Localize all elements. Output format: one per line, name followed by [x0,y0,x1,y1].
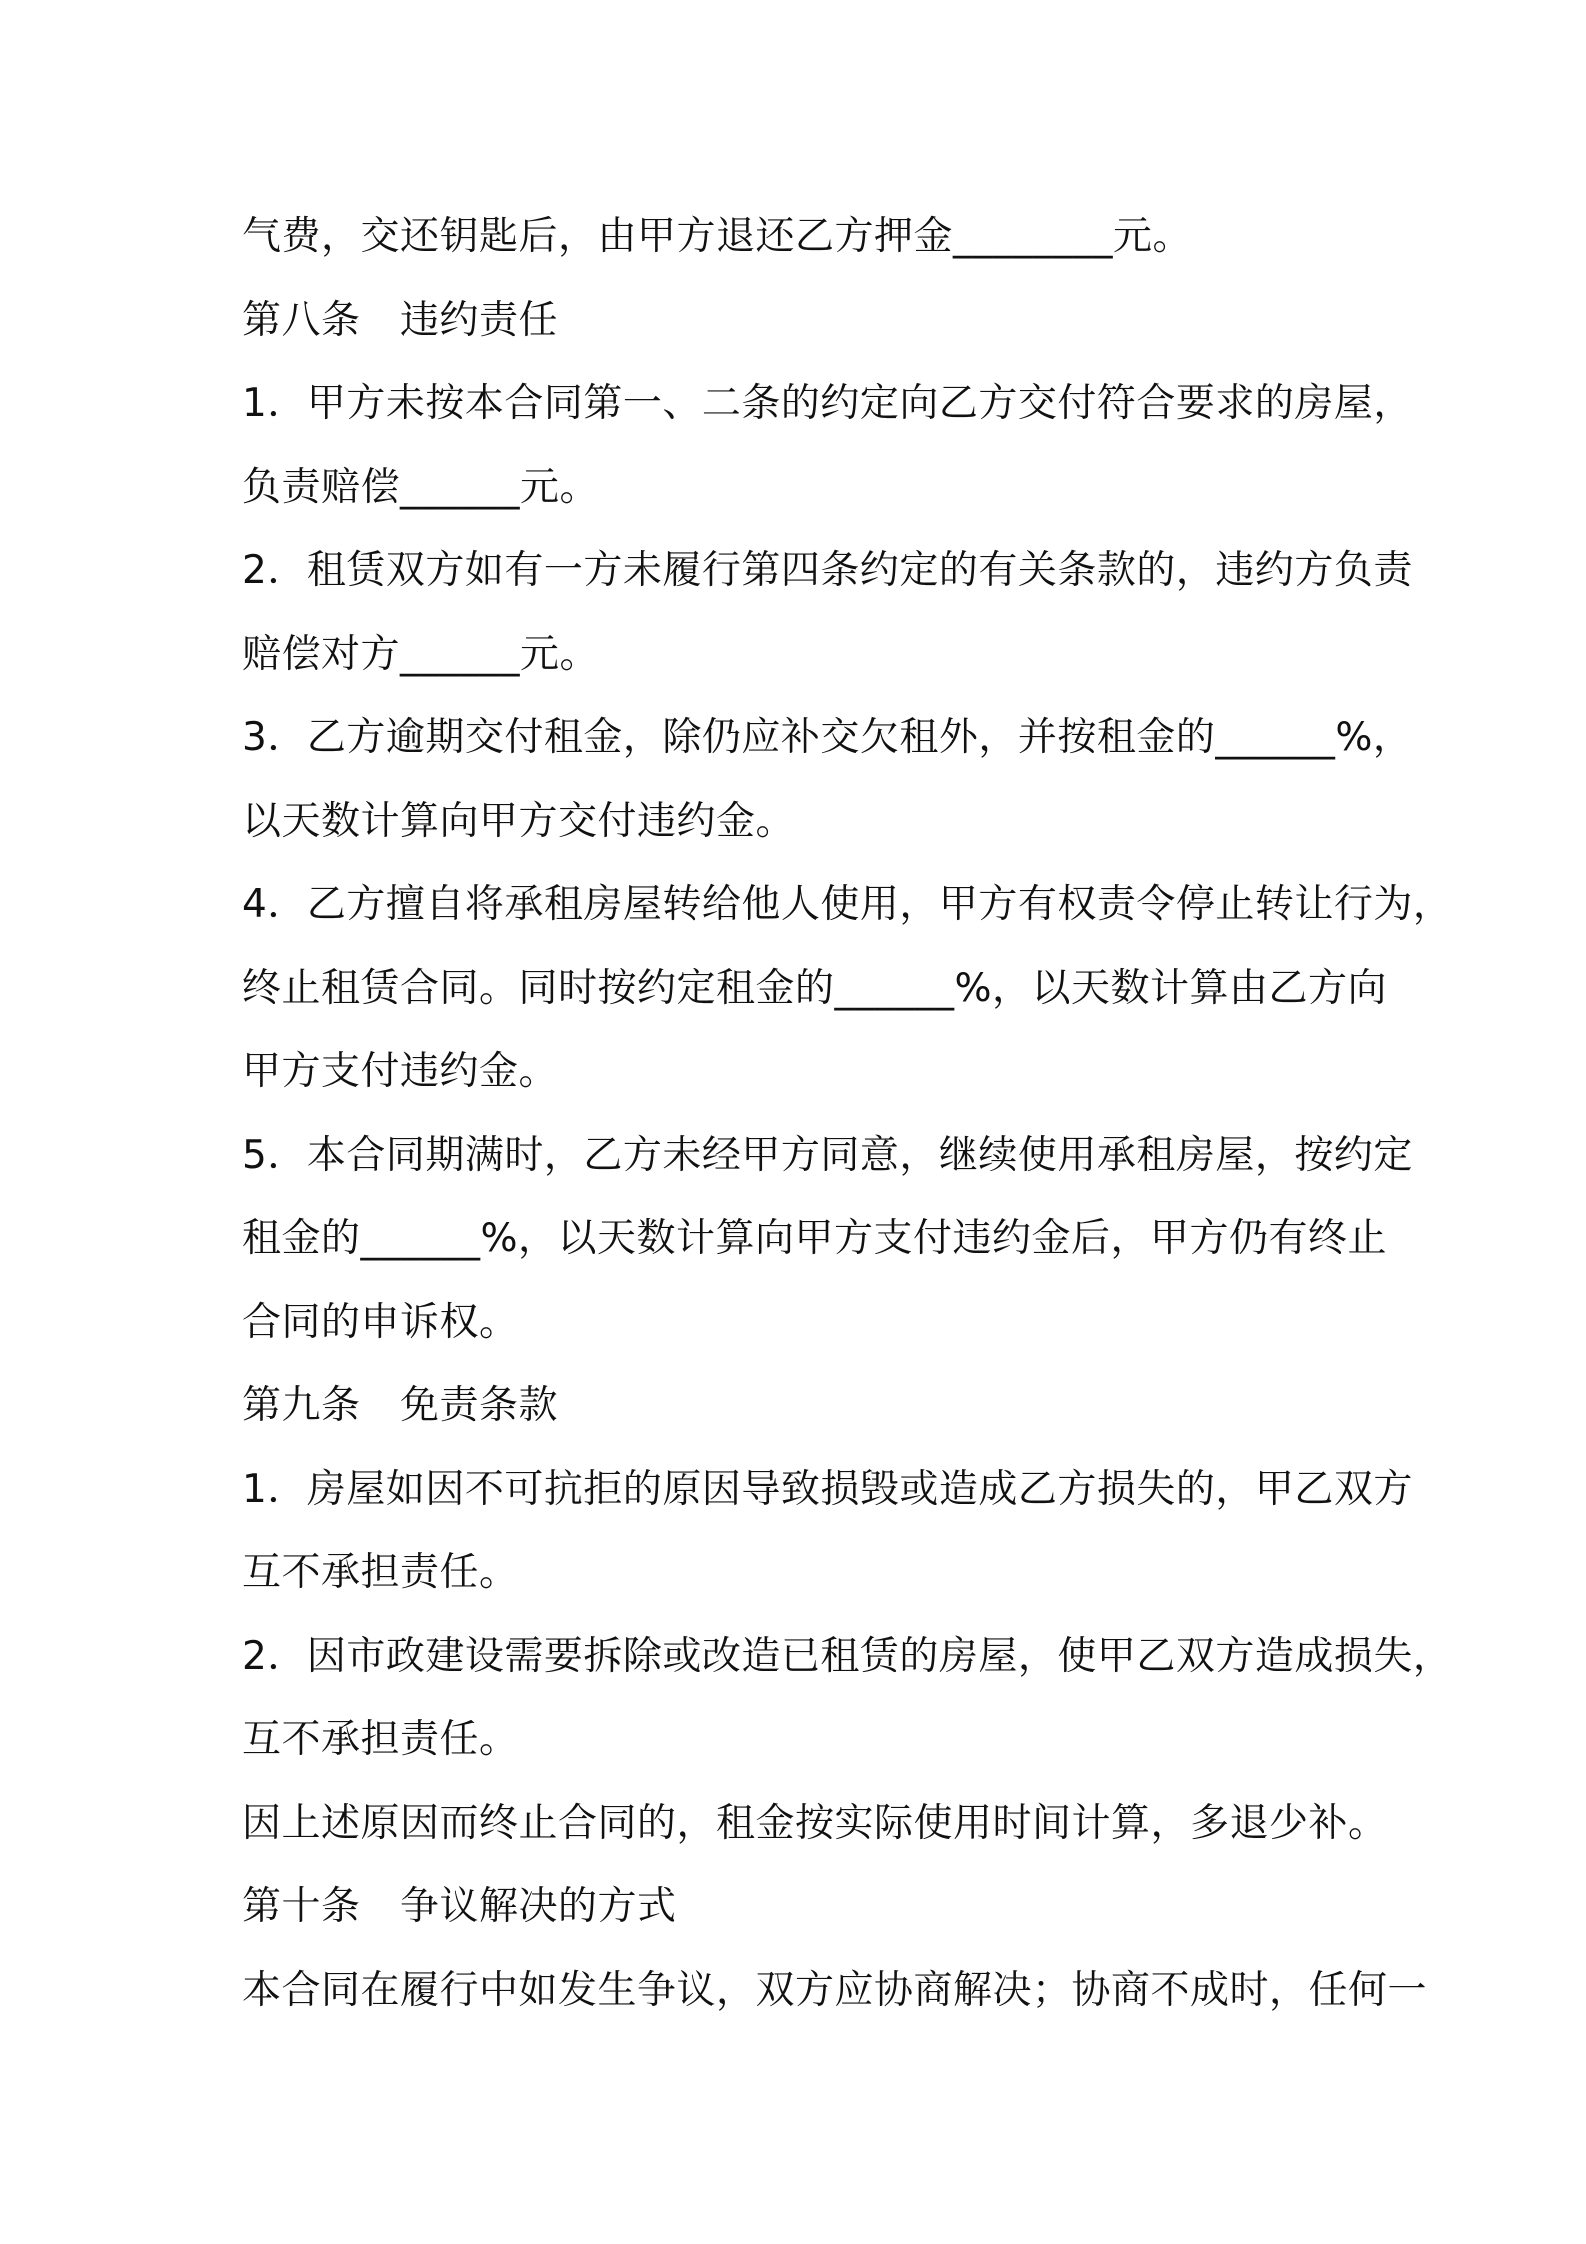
text-line: 1．甲方未按本合同第一、二条的约定向乙方交付符合要求的房屋， [242,381,1413,426]
text-line: 甲方支付违约金。 [242,1049,559,1094]
text-line: 赔偿对方______元。 [242,631,600,677]
text-line: 负责赔偿______元。 [242,464,600,510]
section-heading: 第八条 违约责任 [242,297,559,343]
text-line: 租金的______%，以天数计算向甲方支付违约金后，甲方仍有终止 [242,1216,1388,1261]
text-line: 互不承担责任。 [242,1717,519,1762]
text-line: 5．本合同期满时，乙方未经甲方同意，继续使用承租房屋，按约定 [242,1132,1413,1178]
text-line: 因上述原因而终止合同的，租金按实际使用时间计算，多退少补。 [242,1800,1388,1846]
section-heading: 第九条 免责条款 [242,1383,559,1428]
text-line: 1．房屋如因不可抗拒的原因导致损毁或造成乙方损失的，甲乙双方 [242,1466,1413,1512]
text-line: 气费，交还钥匙后，由甲方退还乙方押金________元。 [242,214,1193,259]
text-line: 合同的申诉权。 [242,1299,519,1345]
section-heading: 第十条 争议解决的方式 [242,1884,677,1929]
document-body [242,195,1453,2032]
text-line: 2．租赁双方如有一方未履行第四条约定的有关条款的，违约方负责 [242,548,1413,593]
text-line: 3．乙方逾期交付租金，除仍应补交欠租外，并按租金的______%， [242,715,1413,760]
text-line: 以天数计算向甲方交付违约金。 [242,798,796,844]
text-line: 互不承担责任。 [242,1550,519,1595]
text-line: 终止租赁合同。同时按约定租金的______%，以天数计算由乙方向 [242,965,1388,1011]
text-line: 4．乙方擅自将承租房屋转给他人使用，甲方有权责令停止转让行为， [242,882,1453,927]
text-line: 2．因市政建设需要拆除或改造已租赁的房屋，使甲乙双方造成损失， [242,1633,1453,1679]
text-line: 本合同在履行中如发生争议，双方应协商解决；协商不成时，任何一 [242,1967,1428,2013]
